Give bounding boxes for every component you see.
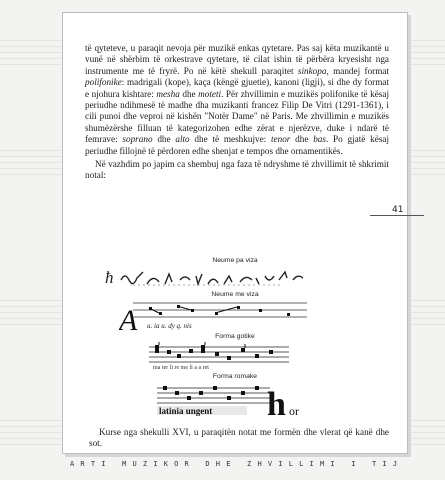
book-page xyxy=(62,12,408,454)
paragraph-1: të qyteteve, u paraqit nevoja për muzikë enkas qytetare. Pas saj këta muzikantë u vunë në shërbim të orkestrave qytetare, të cilat ishin të përbëra kryesisht nga instrumente me të fryrë. Po në këtë shekull paraqitet sinkopa, mandej format polifonike: madrigali (kope), kaça (këngë gjuetie), kanoni (ligji), si dhe dy format e njohura kishtare: mesha dhe moteti. Për zhvillimin e muzikës polifonike të kësaj periudhe ndihmesë të madhe dha muzikanti francez Filip De Vitri (1291-1361), i cili punoi dhe veproi në kishën "Notër Dame" në Paris. Me zhvillimin e muzikës shumëzërshe filluan të kategorizohen edhe zërat e njerëzve, duke i ndarë të femrave: soprano dhe alto dhe të meshkujve: tenor dhe bas. Po gjatë kësaj periudhe fillojnë të përdoren edhe shenjat e tempos dhe ornamentikës. xyxy=(85,43,390,156)
running-footer: ARTI MUZIKOR DHE ZHVILLIMI I TIJ xyxy=(70,460,404,468)
example-label-neume-pa-viza: Neume pa viza xyxy=(212,257,258,264)
forma-romake-image xyxy=(155,382,305,416)
svg-text:h: h xyxy=(267,386,286,416)
example-label-forma-gotike: Forma gotike xyxy=(215,333,255,340)
closing-paragraph: Kurse nga shekulli XVI, u paraqitën notat me formën dhe vlerat që kanë dhe sot. xyxy=(89,427,389,449)
page-number: 41 xyxy=(392,205,404,215)
neume-me-viza-image xyxy=(119,300,309,332)
neume-pa-viza-image xyxy=(103,266,303,288)
svg-text:or: or xyxy=(289,404,299,416)
svg-text:ma ter li re me li: ma ter li re me li a a ret xyxy=(153,365,209,370)
paragraph-2: Në vazhdim po japim ca shembuj nga faza të ndryshme të zhvillimit të shkrimit notal: xyxy=(85,159,389,181)
margin-rule xyxy=(370,215,424,216)
svg-text:u. ia u. dy q.: u. ia u. dy q. nis xyxy=(147,322,192,330)
forma-gotike-image xyxy=(149,342,289,370)
svg-text:A: A xyxy=(119,304,138,332)
svg-text:latinia ungent: latinia ungent xyxy=(159,406,213,416)
example-label-neume-me-viza: Neume me viza xyxy=(211,291,259,298)
example-label-forma-romake: Forma romake xyxy=(212,373,258,380)
svg-text:ħ: ħ xyxy=(105,268,114,287)
body-text xyxy=(85,43,389,182)
